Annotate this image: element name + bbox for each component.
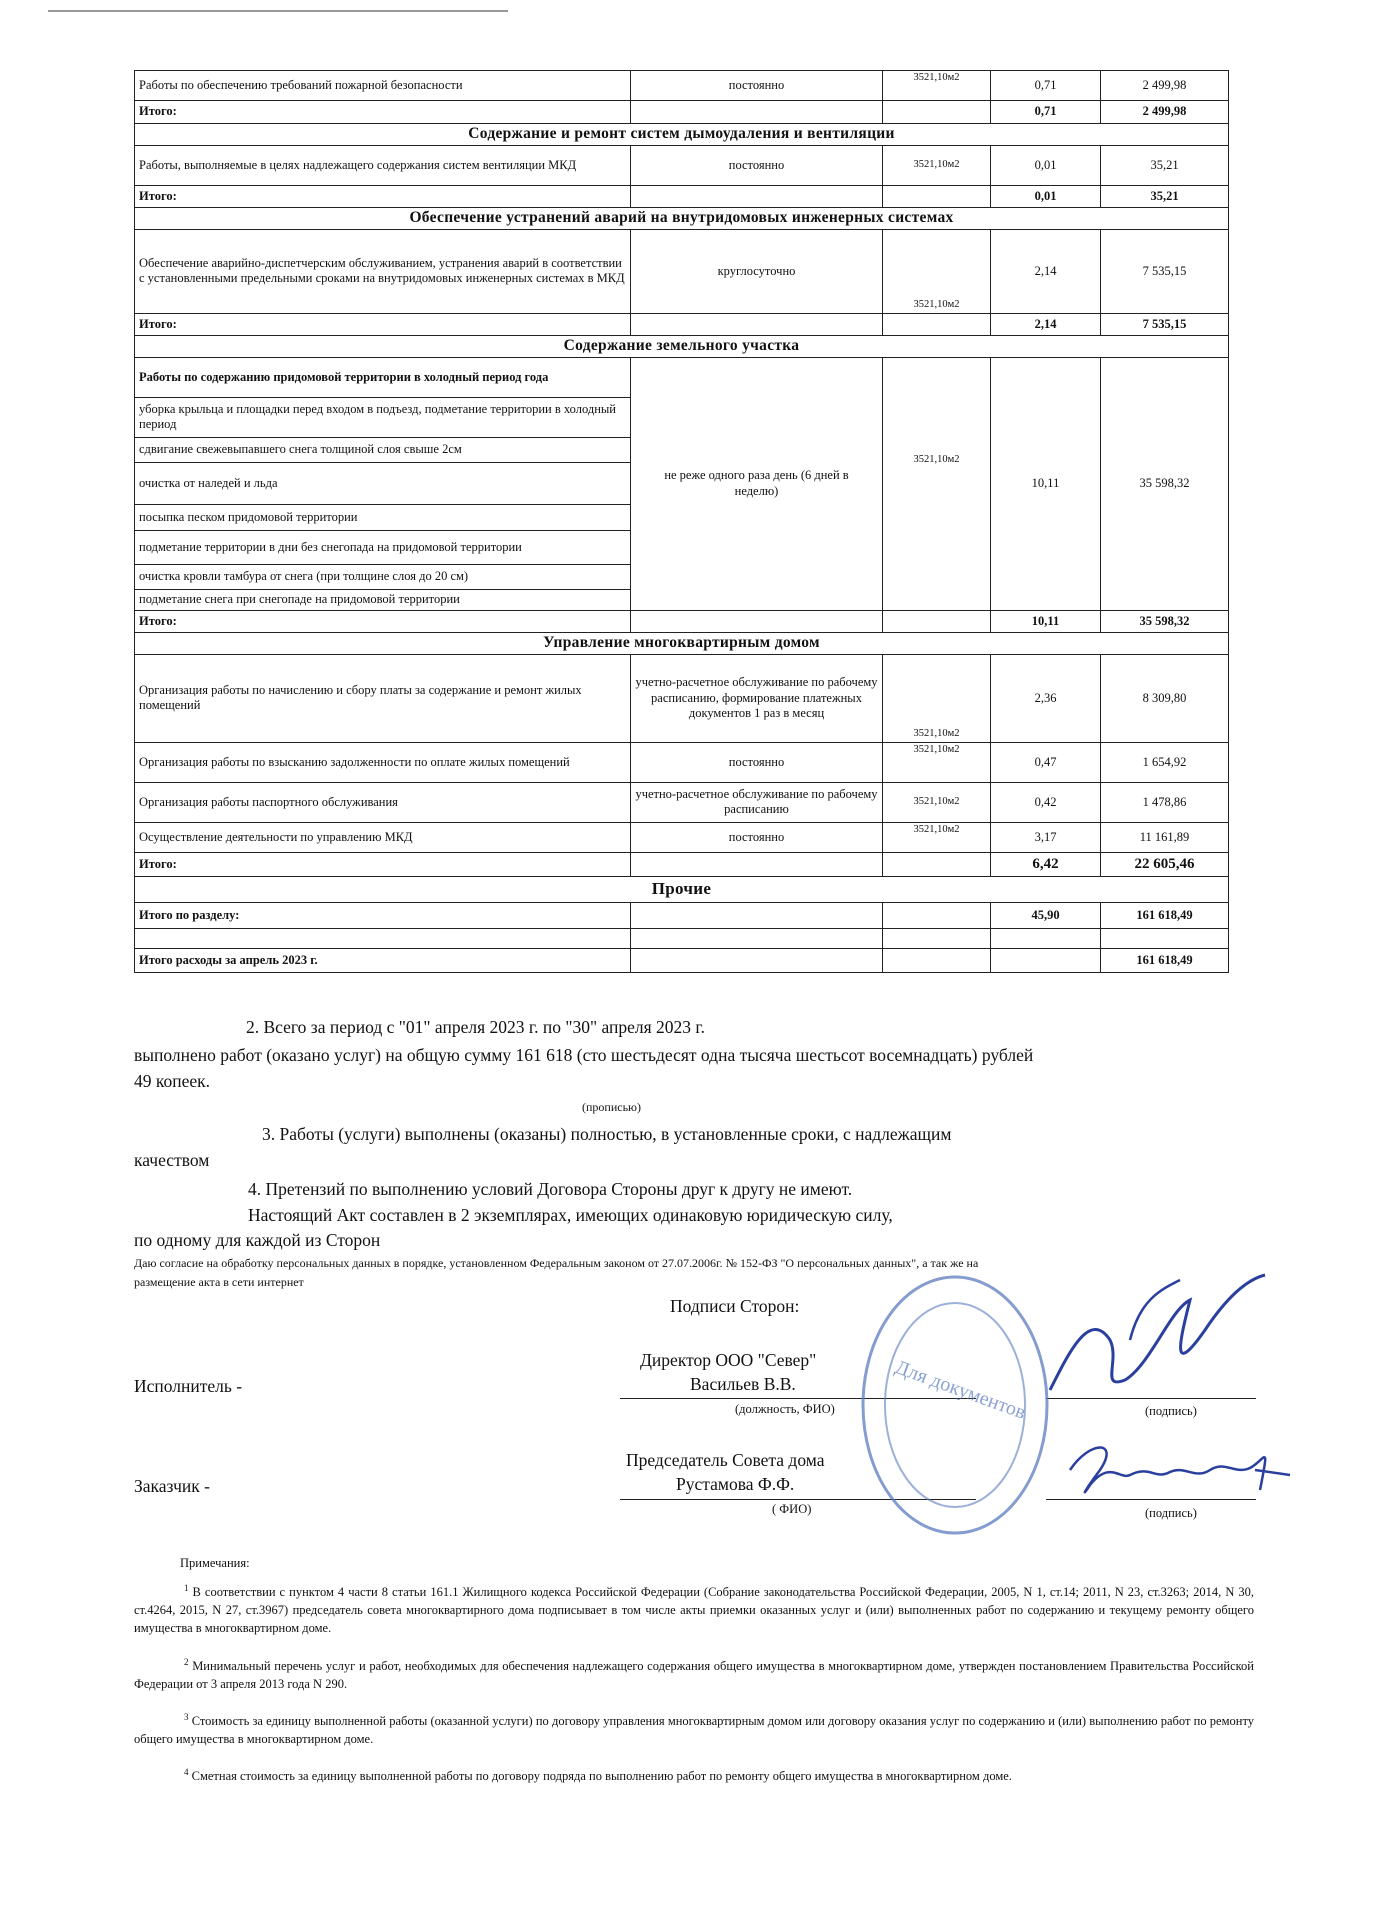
total-rate: 0,01 [991, 185, 1101, 207]
work-sum: 2 499,98 [1101, 71, 1229, 101]
empty-cell [883, 902, 991, 928]
land-item: уборка крыльца и площадки перед входом в подъезд, подметание территории в холодный период [135, 397, 631, 437]
section-title: Содержание и ремонт систем дымоудаления и вентиляции [135, 124, 1229, 146]
grand-total-label: Итого расходы за апрель 2023 г. [135, 948, 631, 972]
work-sum: 1 478,86 [1101, 782, 1229, 822]
notes-title: Примечания: [180, 1556, 250, 1570]
scan-top-line [48, 10, 508, 12]
land-item: очистка от наледей и льда [135, 462, 631, 504]
note-4-mark: 4 [184, 1767, 189, 1778]
executor-sign-caption: (подпись) [1145, 1404, 1197, 1418]
note-2 [134, 1656, 1254, 1693]
work-rate: 0,01 [991, 145, 1101, 185]
note-4-text: Сметная стоимость за единицу выполненной работы по договору подряда по выполнению работ по ремонту общего имущества в многоквартирном доме. [191, 1769, 1012, 1784]
note-1 [134, 1582, 1254, 1638]
work-unit: 3521,10м2 [883, 742, 991, 782]
work-unit: 3521,10м2 [883, 71, 991, 101]
paragraph-2-line2: выполнено работ (оказано услуг) на общую сумму 161 618 (сто шестьдесят одна тысяча шестьсот восемнадцать) рублей [134, 1045, 1034, 1065]
consent-line2: размещение акта в сети интернет [134, 1275, 304, 1289]
section-title: Обеспечение устранений аварий на внутридомовых инженерных системах [135, 207, 1229, 229]
empty-cell [883, 313, 991, 335]
note-3-text: Стоимость за единицу выполненной работы (оказанной услуги) по договору управления многоквартирным домом или договору оказания услуг по содержанию и (или) выполнению работ по ремонту общего имущества в многоквартирном доме. [134, 1714, 1254, 1747]
section-row [135, 124, 1229, 146]
work-rate: 0,42 [991, 782, 1101, 822]
work-rate: 0,71 [991, 71, 1101, 101]
customer-signature [1060, 1430, 1300, 1510]
section-row [135, 335, 1229, 357]
total-rate: 2,14 [991, 313, 1101, 335]
land-period: не реже одного раза день (6 дней в неделю) [631, 357, 883, 610]
table-row [135, 782, 1229, 822]
empty-cell [631, 101, 883, 124]
total-row [135, 610, 1229, 632]
customer-sign-caption: (подпись) [1145, 1506, 1197, 1520]
empty-cell [631, 610, 883, 632]
total-sum: 7 535,15 [1101, 313, 1229, 335]
work-rate: 2,36 [991, 654, 1101, 742]
note-2-text: Минимальный перечень услуг и работ, необходимых для обеспечения надлежащего содержания общего имущества в многоквартирном доме, утвержден постановлением Правительства Российской Федерации от 3 апреля 2013 года N 290. [134, 1658, 1254, 1691]
work-unit: 3521,10м2 [883, 654, 991, 742]
propisyu-caption: (прописью) [582, 1100, 642, 1114]
table-row [135, 71, 1229, 101]
total-row [135, 101, 1229, 124]
land-item: посыпка песком придомовой территории [135, 504, 631, 530]
section-total-sum: 161 618,49 [1101, 902, 1229, 928]
work-sum: 35,21 [1101, 145, 1229, 185]
work-sum: 8 309,80 [1101, 654, 1229, 742]
section-total-label: Итого по разделу: [135, 902, 631, 928]
consent-line1: Даю согласие на обработку персональных данных в порядке, установленном Федеральным законом от 27.07.2006г. № 152-ФЗ "О персональных данных", а так же на [134, 1256, 979, 1270]
work-name: Организация работы паспортного обслуживания [135, 782, 631, 822]
section-row [135, 207, 1229, 229]
empty-cell [631, 948, 883, 972]
paragraph-3-line1: 3. Работы (услуги) выполнены (оказаны) полностью, в установленные сроки, с надлежащим [262, 1124, 952, 1144]
work-sum: 7 535,15 [1101, 229, 1229, 313]
note-3 [134, 1711, 1254, 1748]
empty-cell [883, 101, 991, 124]
organization-stamp [855, 1270, 1055, 1540]
work-name: Работы по обеспечению требований пожарной безопасности [135, 71, 631, 101]
section-title: Содержание земельного участка [135, 335, 1229, 357]
total-sum: 2 499,98 [1101, 101, 1229, 124]
total-label: Итого: [135, 313, 631, 335]
works-table [134, 70, 1229, 973]
work-period: постоянно [631, 71, 883, 101]
table-row [135, 822, 1229, 852]
work-rate: 2,14 [991, 229, 1101, 313]
work-sum: 1 654,92 [1101, 742, 1229, 782]
note-3-mark: 3 [184, 1711, 189, 1722]
empty-cell [883, 948, 991, 972]
work-name: Осуществление деятельности по управлению МКД [135, 822, 631, 852]
grand-total-row [135, 948, 1229, 972]
work-period: постоянно [631, 742, 883, 782]
total-label: Итого: [135, 101, 631, 124]
section-row [135, 876, 1229, 902]
land-item: сдвигание свежевыпавшего снега толщиной слоя свыше 2см [135, 437, 631, 462]
empty-cell [883, 185, 991, 207]
land-header: Работы по содержанию придомовой территории в холодный период года [135, 357, 631, 397]
work-period: постоянно [631, 145, 883, 185]
work-period: круглосуточно [631, 229, 883, 313]
section-title: Прочие [135, 876, 1229, 902]
total-rate: 10,11 [991, 610, 1101, 632]
work-name: Обеспечение аварийно-диспетчерским обслуживанием, устранения аварий в соответствии с установленными предельными сроками на внутридомовых инженерных системах в МКД [135, 229, 631, 313]
paragraph-3-line2: качеством [134, 1150, 210, 1170]
land-unit [883, 357, 991, 610]
executor-caption: (должность, ФИО) [735, 1402, 835, 1416]
paragraph-4: 4. Претензий по выполнению условий Договора Стороны друг к другу не имеют. [248, 1179, 853, 1199]
executor-label: Исполнитель - [134, 1376, 243, 1396]
empty-cell [631, 928, 883, 948]
customer-position: Председатель Совета дома [626, 1450, 825, 1470]
empty-cell [991, 928, 1101, 948]
total-sum: 22 605,46 [1101, 852, 1229, 876]
land-item: очистка кровли тамбура от снега (при толщине слоя до 20 см) [135, 564, 631, 589]
spacer-row [135, 928, 1229, 948]
work-rate: 0,47 [991, 742, 1101, 782]
note-4 [134, 1766, 1254, 1785]
total-label: Итого: [135, 185, 631, 207]
customer-label: Заказчик - [134, 1476, 210, 1496]
work-sum: 11 161,89 [1101, 822, 1229, 852]
empty-cell [883, 852, 991, 876]
empty-cell [135, 928, 631, 948]
empty-cell [631, 313, 883, 335]
total-row [135, 852, 1229, 876]
section-row [135, 632, 1229, 654]
land-item: подметание снега при снегопаде на придомовой территории [135, 589, 631, 610]
table-row [135, 654, 1229, 742]
customer-caption: ( ФИО) [772, 1502, 812, 1516]
section-title: Управление многоквартирным домом [135, 632, 1229, 654]
work-unit: 3521,10м2 [883, 145, 991, 185]
grand-total-sum: 161 618,49 [1101, 948, 1229, 972]
section-total-rate: 45,90 [991, 902, 1101, 928]
empty-cell [883, 610, 991, 632]
customer-name: Рустамова Ф.Ф. [676, 1474, 795, 1494]
total-label: Итого: [135, 852, 631, 876]
executor-position: Директор ООО "Север" [640, 1350, 817, 1370]
total-rate: 6,42 [991, 852, 1101, 876]
total-row [135, 185, 1229, 207]
empty-cell [631, 852, 883, 876]
empty-cell [631, 902, 883, 928]
land-sum: 35 598,32 [1101, 357, 1229, 610]
total-label: Итого: [135, 610, 631, 632]
work-unit: 3521,10м2 [883, 782, 991, 822]
land-rate: 10,11 [991, 357, 1101, 610]
table-row [135, 742, 1229, 782]
work-period: учетно-расчетное обслуживание по рабочему расписанию [631, 782, 883, 822]
stamp-text: Для документов [892, 1356, 1029, 1424]
notes-block [134, 1582, 1254, 1804]
section-total-row [135, 902, 1229, 928]
paragraph-2-line3: 49 копеек. [134, 1071, 211, 1091]
table-row [135, 229, 1229, 313]
empty-cell [631, 185, 883, 207]
total-rate: 0,71 [991, 101, 1101, 124]
paragraph-5-line2: по одному для каждой из Сторон [134, 1230, 381, 1250]
executor-signature [1030, 1270, 1280, 1420]
executor-name: Васильев В.В. [690, 1374, 796, 1394]
note-1-mark: 1 [184, 1583, 189, 1593]
empty-cell [991, 948, 1101, 972]
empty-cell [883, 928, 991, 948]
land-unit-text: 3521,10м2 [913, 453, 960, 465]
signatures-title: Подписи Сторон: [670, 1296, 800, 1316]
work-rate: 3,17 [991, 822, 1101, 852]
note-1-text: В соответствии с пунктом 4 части 8 статьи 161.1 Жилищного кодекса Российской Федерации (Собрание законодательства Российской Федерации, 2005, N 1, ст.14; 2011, N 23, ст.3263; 2014, N 30, ст.4264, 2015, N 27, ст.3967) председатель совета многоквартирного дома подписывает в том числе акты приемки оказанных услуг и (или) выполненных работ по содержанию и текущему ремонту общего имущества в многоквартирном доме. [134, 1585, 1254, 1636]
work-name: Организация работы по начислению и сбору платы за содержание и ремонт жилых помещений [135, 654, 631, 742]
land-item: подметание территории в дни без снегопада на придомовой территории [135, 530, 631, 564]
paragraph-5-line1: Настоящий Акт составлен в 2 экземплярах, имеющих одинаковую юридическую силу, [248, 1205, 893, 1225]
land-header-row [135, 357, 1229, 397]
work-unit: 3521,10м2 [883, 822, 991, 852]
work-period: постоянно [631, 822, 883, 852]
work-name: Работы, выполняемые в целях надлежащего содержания систем вентиляции МКД [135, 145, 631, 185]
work-name: Организация работы по взысканию задолженности по оплате жилых помещений [135, 742, 631, 782]
total-sum: 35 598,32 [1101, 610, 1229, 632]
note-2-mark: 2 [184, 1656, 189, 1667]
empty-cell [1101, 928, 1229, 948]
work-unit: 3521,10м2 [883, 229, 991, 313]
table-row [135, 145, 1229, 185]
total-sum: 35,21 [1101, 185, 1229, 207]
paragraph-2-line1: 2. Всего за период с "01" апреля 2023 г. по "30" апреля 2023 г. [246, 1017, 706, 1037]
work-period: учетно-расчетное обслуживание по рабочему расписанию, формирование платежных документов 1 раз в месяц [631, 654, 883, 742]
total-row [135, 313, 1229, 335]
